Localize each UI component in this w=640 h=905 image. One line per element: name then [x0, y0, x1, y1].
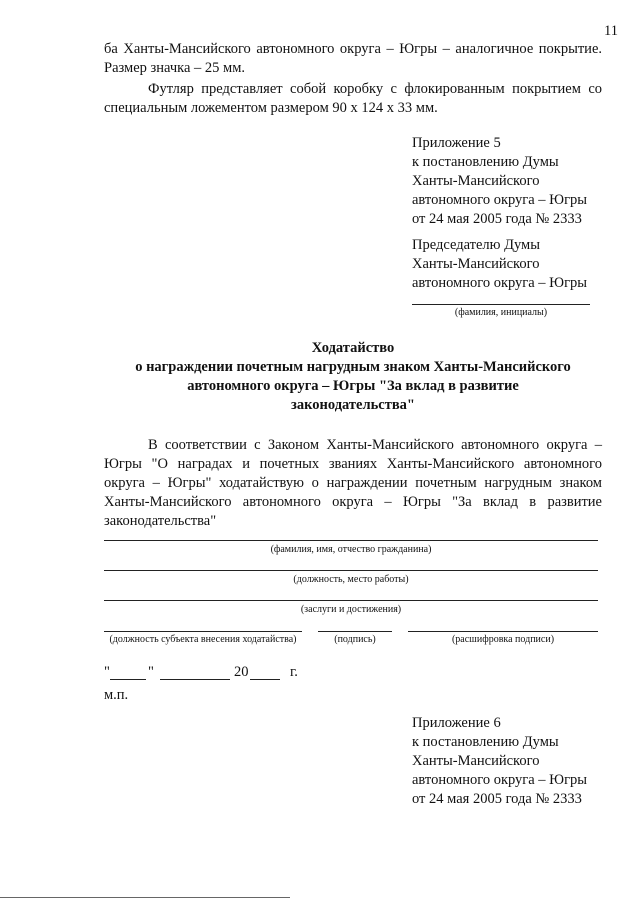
appendix-5-header	[412, 134, 632, 229]
month-blank	[160, 679, 230, 680]
petition-title-line-3: автономного округа – Югры "За вклад в развитие	[187, 378, 519, 394]
appendix-6-line-2: к постановлению Думы	[412, 734, 559, 750]
appendix-6-line-4: автономного округа – Югры	[412, 772, 588, 788]
petition-body-paragraph: В соответствии с Законом Ханты-Мансийского автономного округа – Югры "О наградах и почетных званиях Ханты-Мансийского автономного округа – Югры" ходатайствую о награждении почетным нагрудным знаком Ханты-Мансийского автономного округа – Югры "За вклад в развитие законодательства"	[104, 437, 602, 529]
date-line	[104, 663, 324, 683]
petition-title-line-4: законодательства"	[291, 397, 415, 413]
date-quote-close: "	[148, 664, 154, 680]
appendix-6-line-1: Приложение 6	[412, 715, 501, 731]
petitioner-position-caption: (должность субъекта внесения ходатайства)	[109, 634, 297, 645]
petition-title-line-1: Ходатайство	[311, 340, 395, 356]
paragraph-case-description: Футляр представляет собой коробку с флокированным покрытием со специальным ложементом размером 90 х 124 х 33 мм.	[104, 81, 602, 116]
date-quote-open: "	[104, 664, 110, 680]
day-blank	[110, 679, 146, 680]
citizen-name-line	[104, 540, 598, 541]
petition-title-line-2: о награждении почетным нагрудным знаком Ханты-Мансийского	[135, 359, 571, 375]
position-workplace-line	[104, 570, 598, 571]
petition-title	[104, 339, 602, 415]
position-workplace-caption: (должность, место работы)	[293, 574, 409, 585]
signature-decoding-line	[408, 631, 598, 632]
appendix-5-line-4: автономного округа – Югры	[412, 192, 588, 208]
addressee-line-3: автономного округа – Югры	[412, 275, 588, 291]
signature-line	[318, 631, 392, 632]
signature-caption: (подпись)	[334, 634, 376, 645]
signature-decoding-caption: (расшифровка подписи)	[451, 634, 555, 645]
petitioner-position-line	[104, 631, 302, 632]
appendix-5-line-2: к постановлению Думы	[412, 154, 559, 170]
appendix-5-line-5: от 24 мая 2005 года № 2333	[412, 211, 582, 227]
addressee-block	[412, 236, 632, 293]
citizen-name-caption: (фамилия, имя, отчество гражданина)	[270, 544, 432, 555]
year-suffix: г.	[290, 664, 298, 680]
page-number: 11	[604, 23, 618, 39]
paragraph-case-finish: ба Ханты-Мансийского автономного округа – Югры – аналогичное покрытие. Размер значка – 25 мм.	[104, 41, 602, 76]
appendix-5-line-3: Ханты-Мансийского	[412, 173, 540, 189]
stamp-place: м.п.	[104, 687, 129, 703]
appendix-6-header	[412, 714, 632, 809]
addressee-name-line	[412, 304, 590, 305]
merits-line	[104, 600, 598, 601]
appendix-6-line-5: от 24 мая 2005 года № 2333	[412, 791, 582, 807]
appendix-6-line-3: Ханты-Мансийского	[412, 753, 540, 769]
year-prefix: 20	[234, 664, 249, 680]
appendix-5-line-1: Приложение 5	[412, 135, 501, 151]
addressee-name-caption: (фамилия, инициалы)	[454, 307, 548, 318]
year-blank	[250, 679, 280, 680]
addressee-line-2: Ханты-Мансийского	[412, 256, 540, 272]
addressee-line-1: Председателю Думы	[412, 237, 540, 253]
merits-caption: (заслуги и достижения)	[300, 604, 402, 615]
bottom-scan-edge	[0, 897, 290, 898]
